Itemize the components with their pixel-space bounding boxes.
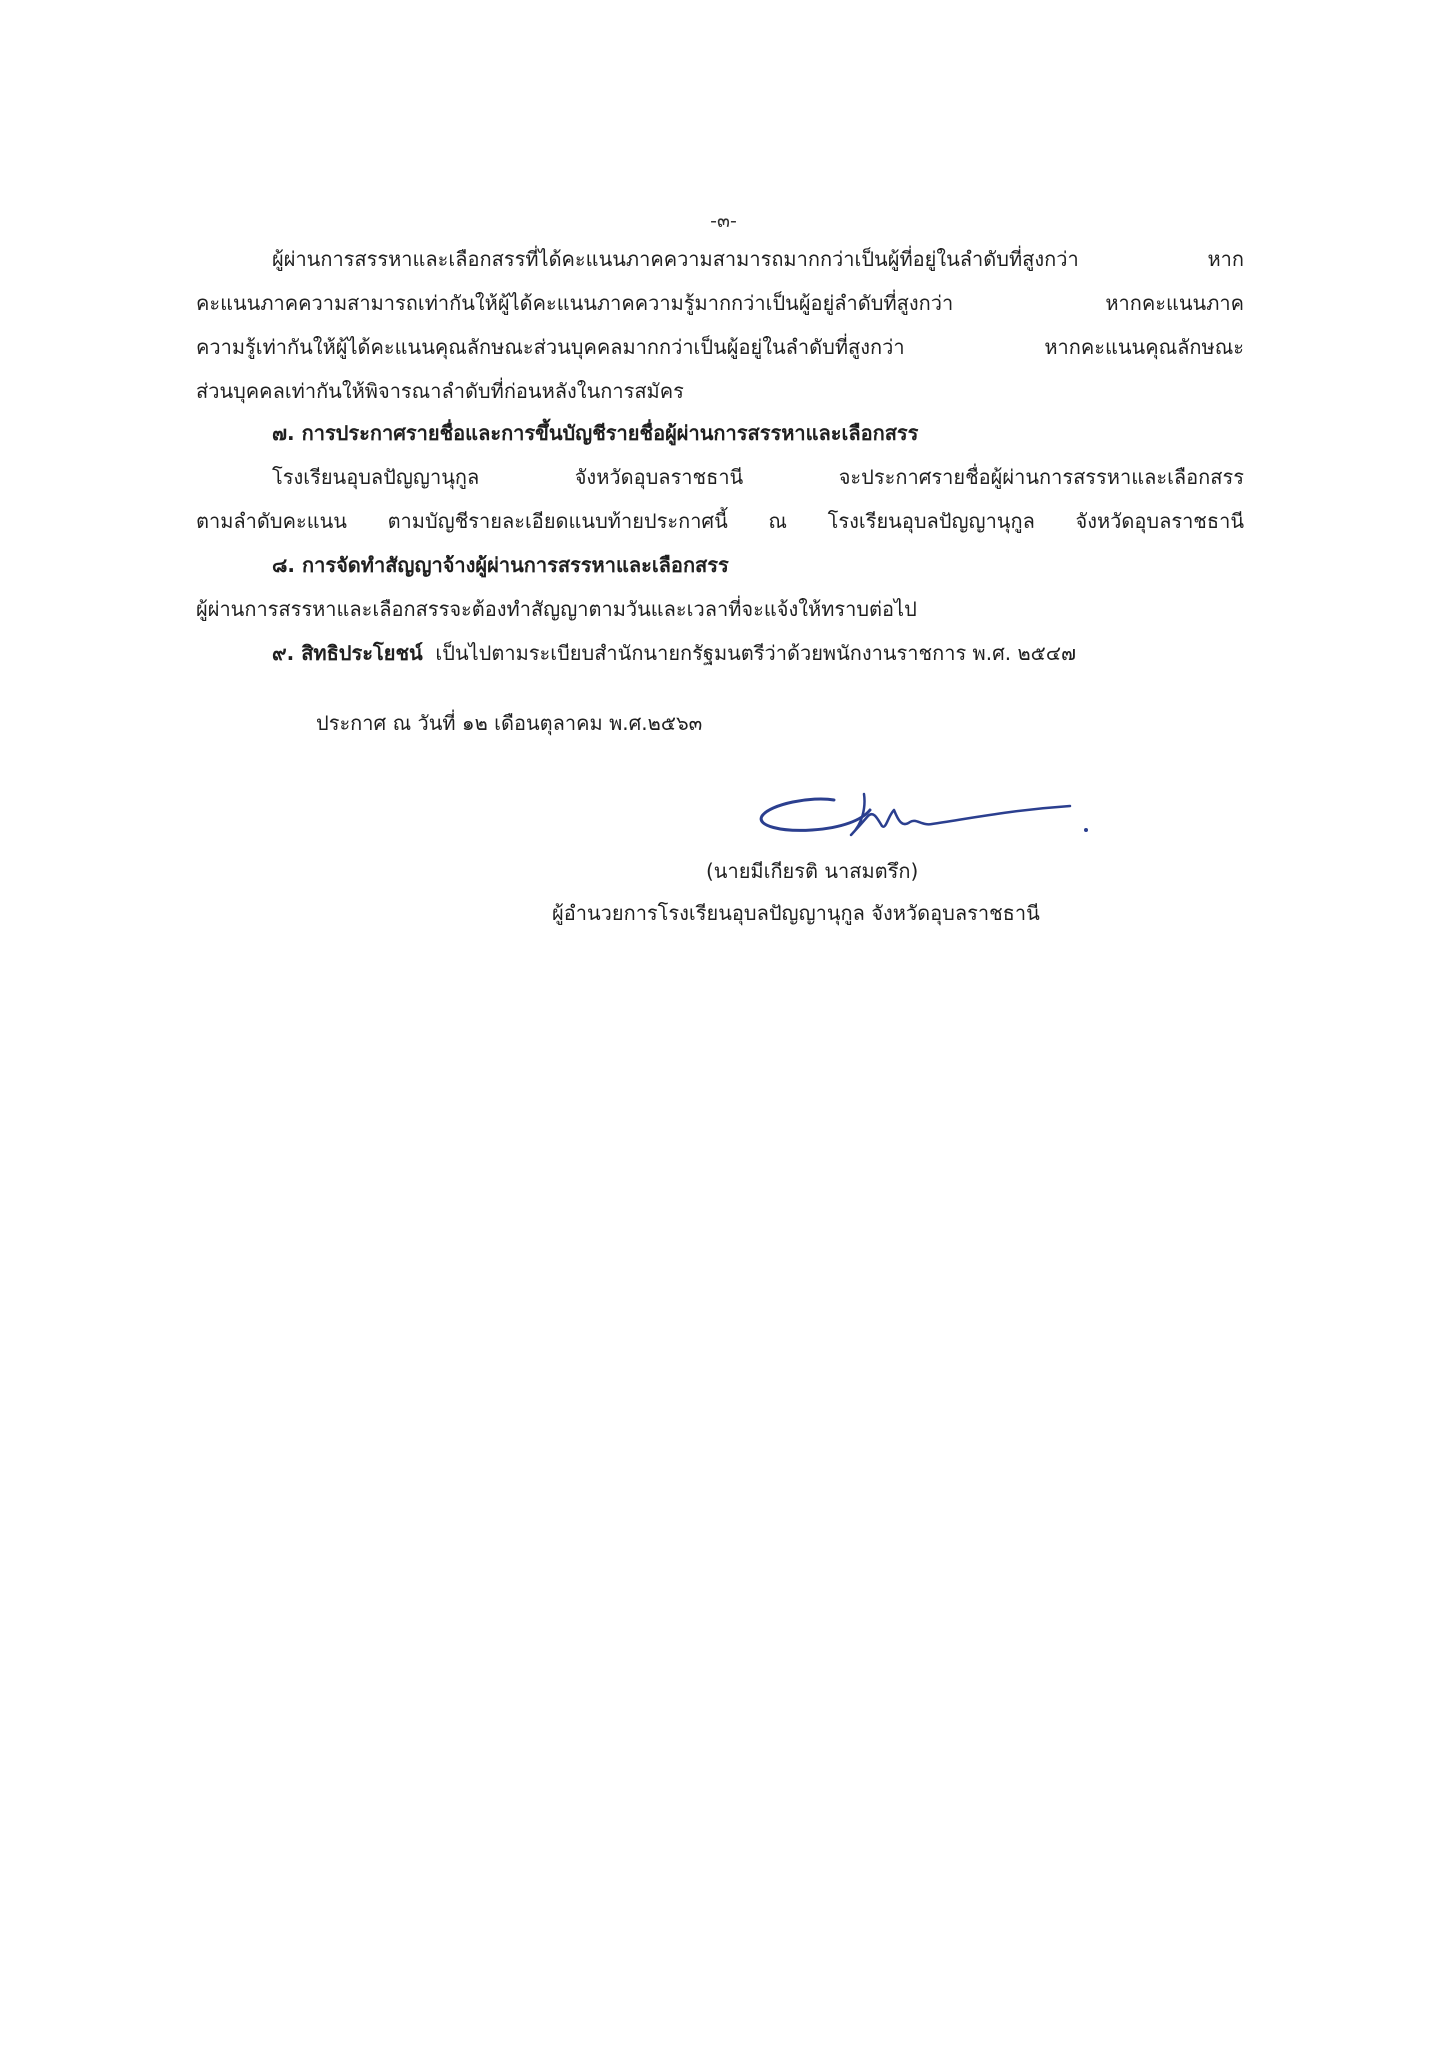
ranking-paragraph-line-2: คะแนนภาคความสามารถเท่ากันให้ผู้ได้คะแนนภาคความรู้มากกว่าเป็นผู้อยู่ลำดับที่สูงกว่า หากคะแนนภาค <box>196 291 1244 315</box>
handwritten-signature <box>752 780 1092 852</box>
section-9 <box>272 638 1076 668</box>
ranking-paragraph-line-1: ผู้ผ่านการสรรหาและเลือกสรรที่ได้คะแนนภาคความสามารถมากกว่าเป็นผู้ที่อยู่ในลำดับที่สูงกว่า หาก <box>272 247 1244 271</box>
announcement-date: ประกาศ ณ วันที่ ๑๒ เดือนตุลาคม พ.ศ.๒๕๖๓ <box>316 711 703 735</box>
section-7-heading: ๗. การประกาศรายชื่อและการขึ้นบัญชีรายชื่อผู้ผ่านการสรรหาและเลือกสรร <box>272 421 919 445</box>
ranking-paragraph-line-3: ความรู้เท่ากันให้ผู้ได้คะแนนคุณลักษณะส่วนบุคคลมากกว่าเป็นผู้อยู่ในลำดับที่สูงกว่า หากคะแนนคุณลักษณะ <box>196 335 1244 359</box>
section-9-text: เป็นไปตามระเบียบสำนักนายกรัฐมนตรีว่าด้วยพนักงานราชการ พ.ศ. ๒๕๔๗ <box>435 641 1076 665</box>
page-number: -๓- <box>710 210 737 232</box>
section-7-line-1: โรงเรียนอุบลปัญญานุกูล จังหวัดอุบลราชธานี จะประกาศรายชื่อผู้ผ่านการสรรหาและเลือกสรร <box>272 465 1244 489</box>
section-8-line-1: ผู้ผ่านการสรรหาและเลือกสรรจะต้องทำสัญญาตามวันและเวลาที่จะแจ้งให้ทราบต่อไป <box>196 597 917 621</box>
section-8-heading: ๘. การจัดทำสัญญาจ้างผู้ผ่านการสรรหาและเลือกสรร <box>272 553 729 577</box>
signer-position: ผู้อำนวยการโรงเรียนอุบลปัญญานุกูล จังหวัดอุบลราชธานี <box>552 901 1040 925</box>
section-7-line-2: ตามลำดับคะแนน ตามบัญชีรายละเอียดแนบท้ายประกาศนี้ ณ โรงเรียนอุบลปัญญานุกูล จังหวัดอุบลราชธานี <box>196 509 1244 533</box>
signer-name: (นายมีเกียรติ นาสมตรึก) <box>706 859 919 883</box>
section-9-heading: ๙. สิทธิประโยชน์ <box>272 641 423 665</box>
ranking-paragraph-line-4: ส่วนบุคคลเท่ากันให้พิจารณาลำดับที่ก่อนหลังในการสมัคร <box>196 379 684 403</box>
